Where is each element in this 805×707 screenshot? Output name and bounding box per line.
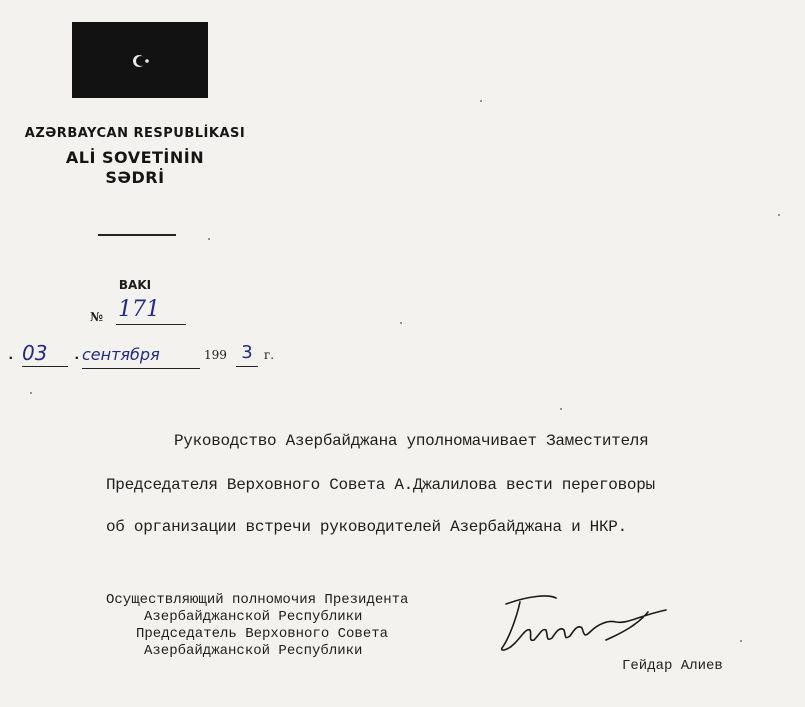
signature-title-line-4: Азербайджанской Республики [144,643,363,659]
letterhead-line-2: ALİ SOVETİNİN [65,148,205,167]
date-month: сентября [82,340,200,369]
scan-speck [30,392,32,394]
body-line-1: Руководство Азербайджана уполномачивает Заместителя [174,432,649,450]
signature-title-line-1: Осуществляющий полномочия Президента [106,592,409,608]
scan-speck [400,322,402,324]
signature-title-line-2: Азербайджанской Республики [144,609,363,625]
letterhead-line-1: AZƏRBAYCAN RESPUBLİKASI [24,126,246,141]
divider [98,234,176,236]
handwritten-signature [498,590,678,660]
scan-speck [778,214,780,216]
date-year-suffix: 3 [236,340,258,367]
body-line-3: об организации встречи руководителей Азербайджана и НКР. [106,518,627,536]
date-year-prefix: 199 [204,348,227,362]
date-suffix: г. [264,348,275,362]
signature-title-line-3: Председатель Верховного Совета [136,626,389,642]
signer-name: Гейдар Алиев [622,658,723,674]
scan-speck [740,640,742,642]
number-label: № [90,310,104,324]
city-label: BAKI [118,278,152,292]
crescent-star-icon [128,48,154,74]
body-line-2: Председателя Верховного Совета А.Джалилова вести переговоры [106,476,655,494]
scan-speck [560,408,562,410]
date-dot: . [6,346,16,364]
scan-speck [480,100,482,102]
scan-speck [208,238,210,240]
document-number: 171 [116,296,186,325]
date-dot-2: . [72,346,82,364]
date-day: 03 [22,340,68,367]
letterhead-line-3: SƏDRİ [105,168,165,187]
